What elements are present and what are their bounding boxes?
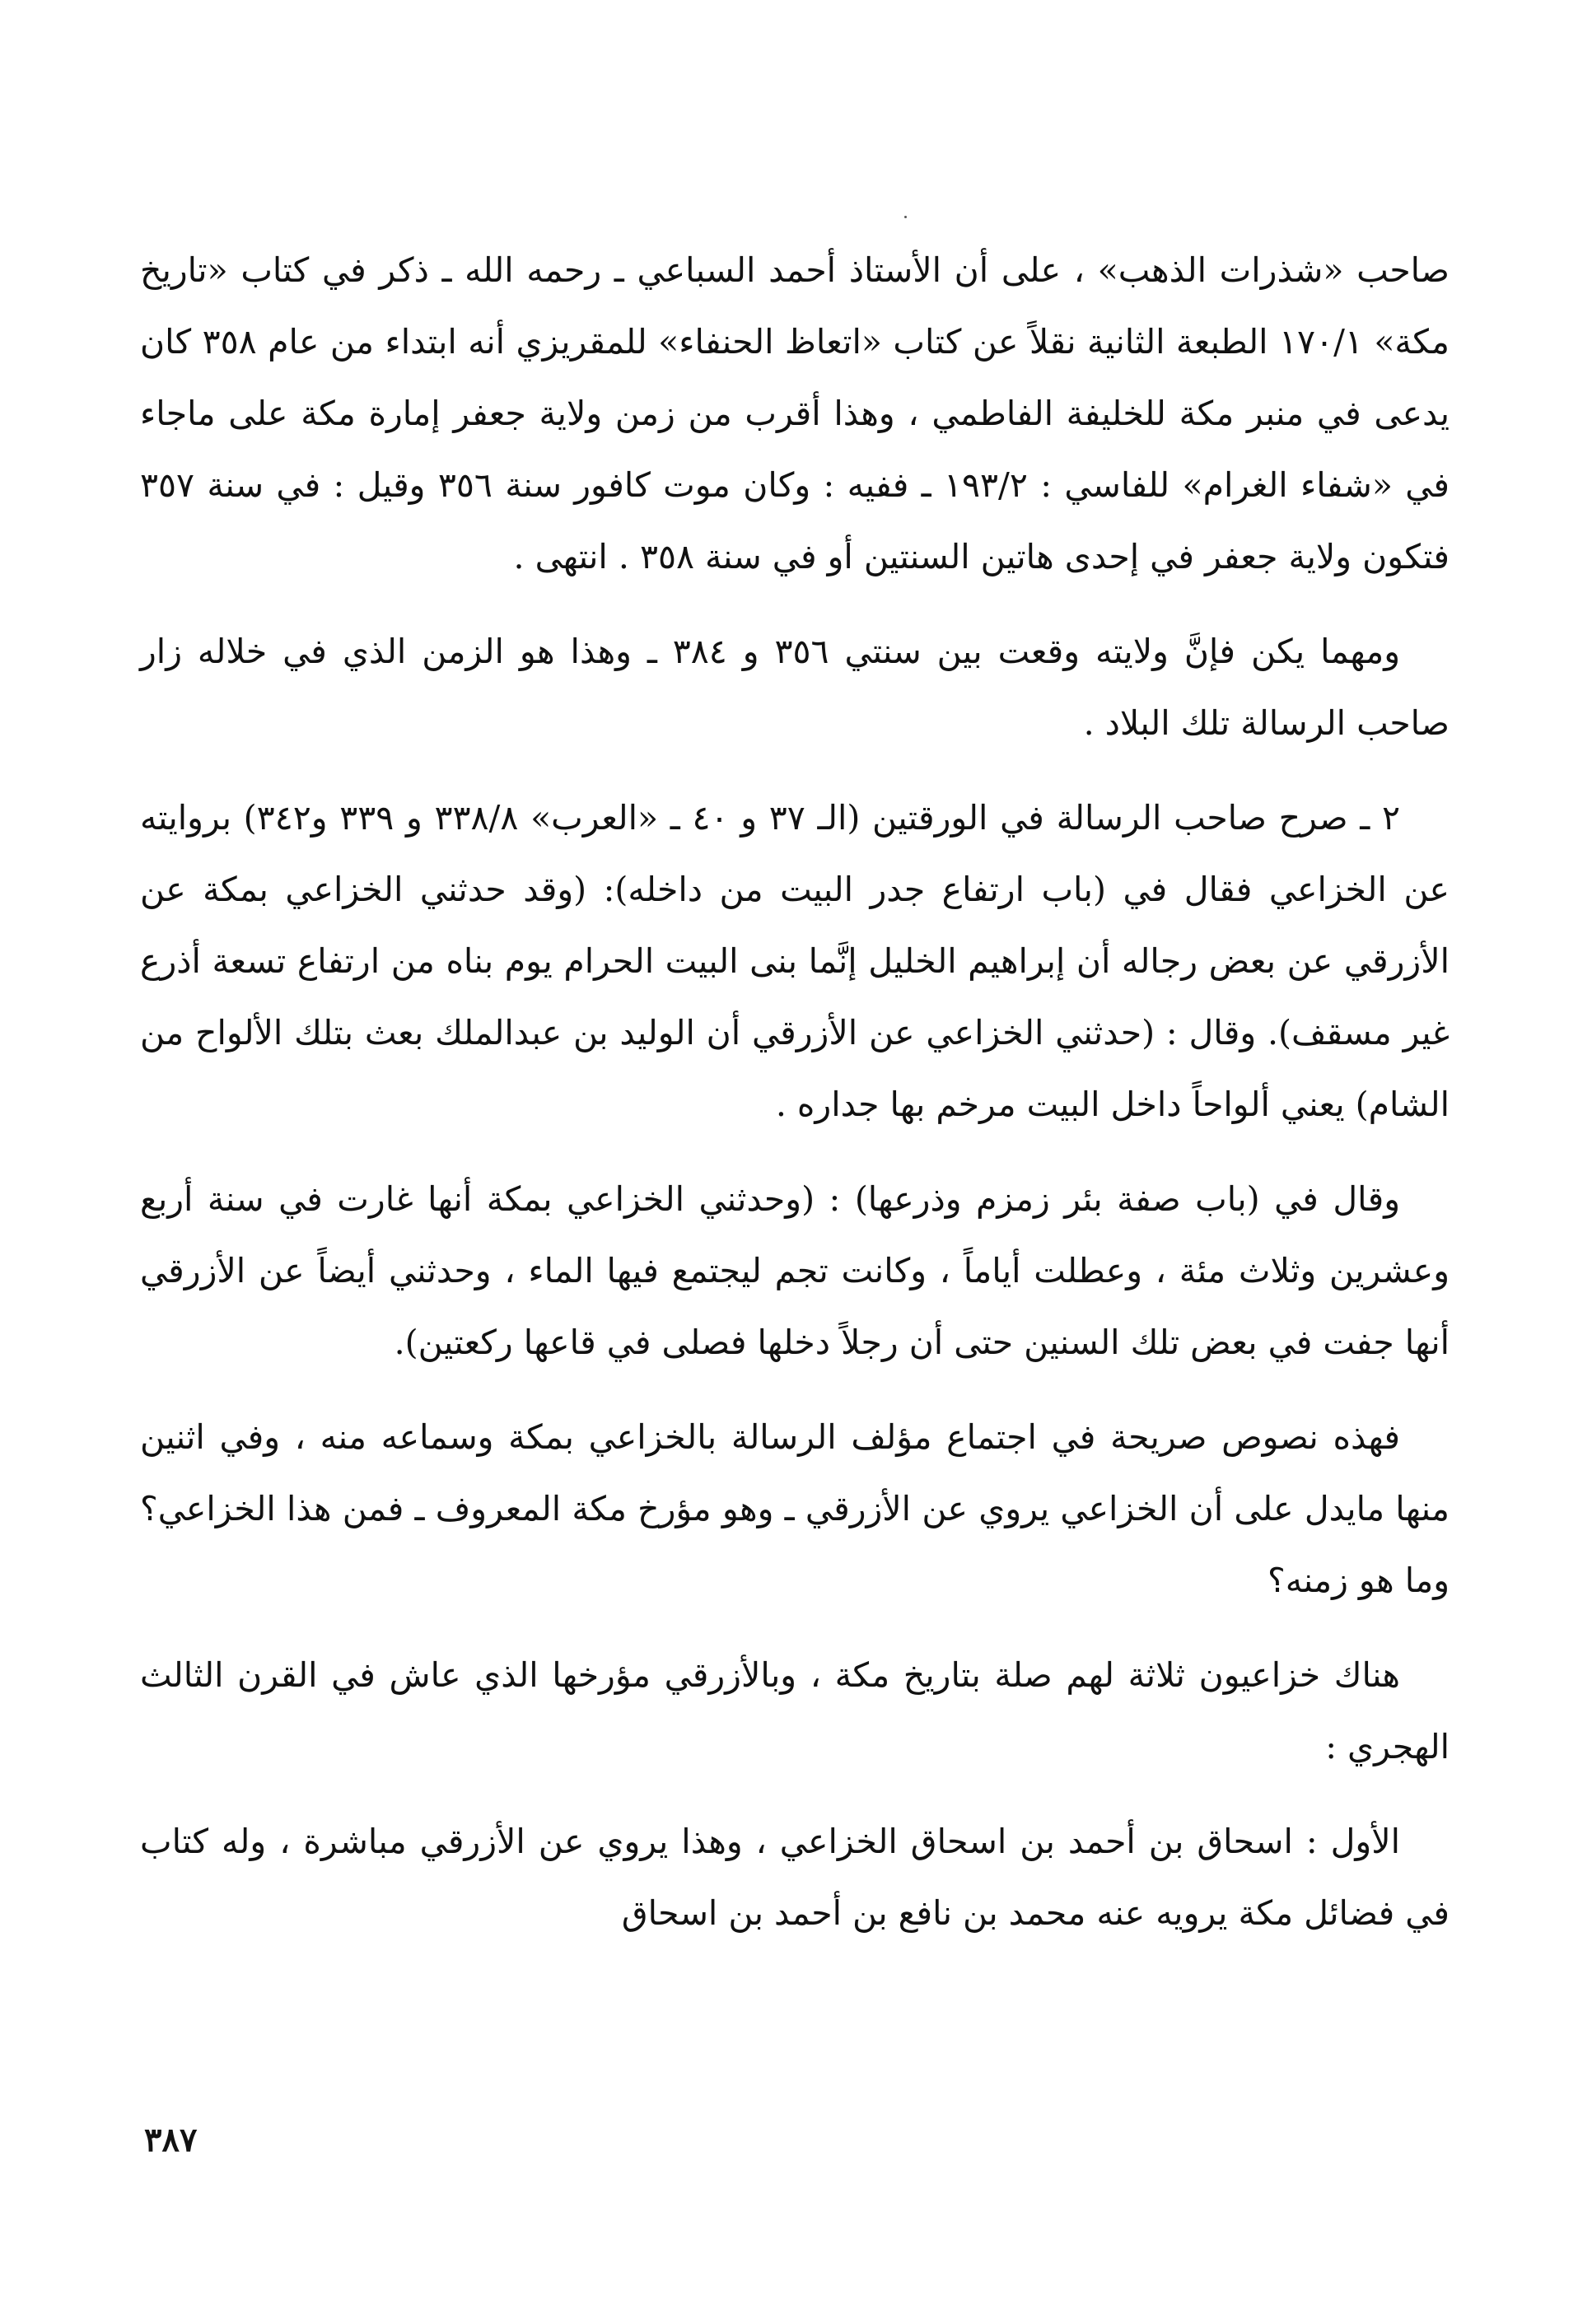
paragraph-gap [140, 1379, 1450, 1402]
ink-speck [904, 216, 907, 218]
paragraph-6: هناك خزاعيون ثلاثة لهم صلة بتاريخ مكة ، وبالأزرقي مؤرخها الذي عاش في القرن الثالث الهجري : [140, 1655, 1450, 1766]
paragraph-gap [140, 1783, 1450, 1806]
page-body [140, 235, 1450, 1949]
paragraph-gap [140, 593, 1450, 616]
paragraph-7: الأول : اسحاق بن أحمد بن اسحاق الخزاعي ، وهذا يروي عن الأزرقي مباشرة ، وله كتاب في فضائل مكة يرويه عنه محمد بن نافع بن أحمد بن اسحاق [140, 1822, 1450, 1933]
paragraph-1: صاحب «شذرات الذهب» ، على أن الأستاذ أحمد السباعي ـ رحمه الله ـ ذكر في كتاب «تاريخ مكة» ١٧٠/١ الطبعة الثانية نقلاً عن كتاب «اتعاظ الحنفاء» للمقريزي أنه ابتداء من عام ٣٥٨ كان يدعى في منبر مكة للخليفة الفاطمي ، وهذا أقرب من زمن ولاية جعفر إمارة مكة على ماجاء في «شفاء الغرام» للفاسي : ١٩٣/٢ ـ ففيه : وكان موت كافور سنة ٣٥٦ وقيل : في سنة ٣٥٧ فتكون ولاية جعفر في إحدى هاتين السنتين أو في سنة ٣٥٨ . انتهى . [140, 250, 1450, 576]
paragraph-gap [140, 759, 1450, 782]
paragraph-3: ٢ ـ صرح صاحب الرسالة في الورقتين (الـ ٣٧ و ٤٠ ـ «العرب» ٣٣٨/٨ و ٣٣٩ و٣٤٢) بروايته عن الخزاعي فقال في (باب ارتفاع جدر البيت من داخله): (وقد حدثني الخزاعي بمكة عن الأزرقي عن بعض رجاله أن إبراهيم الخليل إنَّما بنى البيت الحرام يوم بناه من ارتفاع تسعة أذرع غير مسقف). وقال : (حدثني الخزاعي عن الأزرقي أن الوليد بن عبدالملك بعث بتلك الألواح من الشام) يعني ألواحاً داخل البيت مرخم بها جداره . [140, 798, 1450, 1124]
page-number: ٣٨٧ [144, 2121, 198, 2159]
paragraph-4: وقال في (باب صفة بئر زمزم وذرعها) : (وحدثني الخزاعي بمكة أنها غارت في سنة أربع وعشرين وثلاث مئة ، وعطلت أياماً ، وكانت تجم ليجتمع فيها الماء ، وحدثني أيضاً عن الأزرقي أنها جفت في بعض تلك السنين حتى أن رجلاً دخلها فصلى في قاعها ركعتين). [140, 1179, 1450, 1362]
paragraph-gap [140, 1617, 1450, 1640]
paragraph-2: ومهما يكن فإنَّ ولايته وقعت بين سنتي ٣٥٦ و ٣٨٤ ـ وهذا هو الزمن الذي في خلاله زار صاحب الرسالة تلك البلاد . [140, 632, 1450, 743]
paragraph-5: فهذه نصوص صريحة في اجتماع مؤلف الرسالة بالخزاعي بمكة وسماعه منه ، وفي اثنين منها مايدل على أن الخزاعي يروي عن الأزرقي ـ وهو مؤرخ مكة المعروف ـ فمن هذا الخزاعي؟ وما هو زمنه؟ [140, 1417, 1450, 1600]
paragraph-gap [140, 1141, 1450, 1164]
